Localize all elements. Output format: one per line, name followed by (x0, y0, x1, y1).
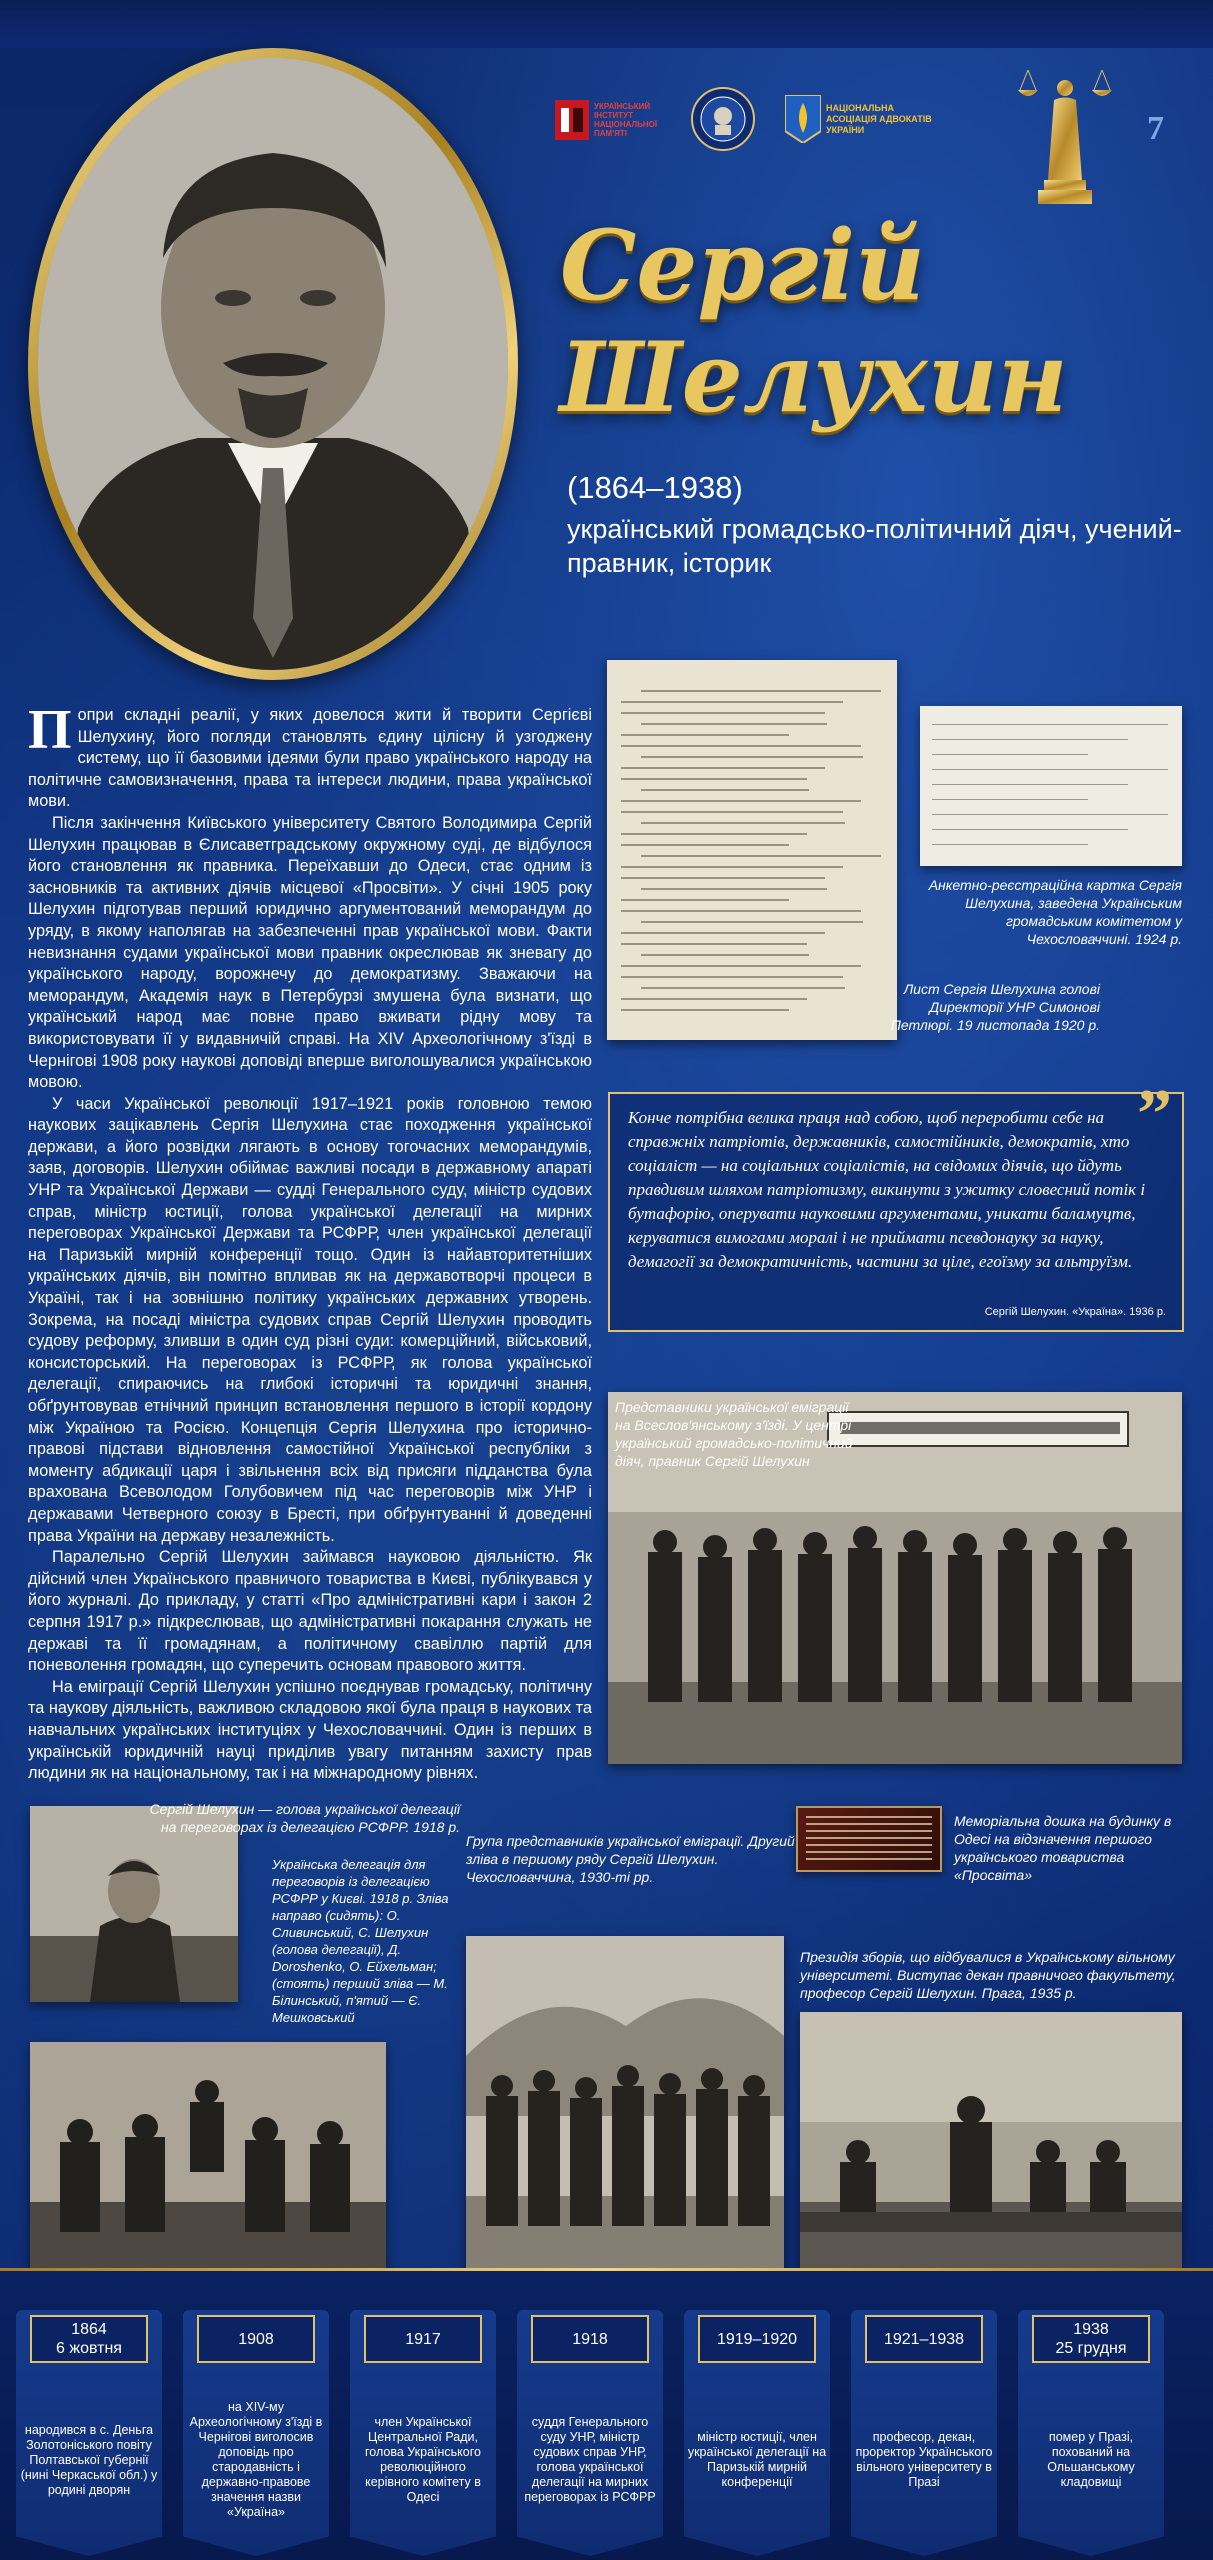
timeline-date (531, 2315, 649, 2363)
bar-association-logo (785, 95, 946, 143)
document-text-line (641, 822, 845, 824)
quote-text: Конче потрібна велика праця над собою, щоб переробити себе на справжніх патріотів, державників, самостійників, демократів, хто соціаліст — на соціальних соціалістів, на свідомих діячів, що йдуть правдивим шляхом патріотизму, викинути з ужитку словесний потік і бутафорію, оперувати науковими аргументами, уникати баламуцтв, керуватися вимогами моралі і не приймати псевдонауку за науку, демагогії за демократичність, частини за ціле, егоїзму за альтруїзм. (628, 1108, 1146, 1271)
plaque-inscription-line (806, 1830, 932, 1832)
delegation-group-photo (30, 2042, 386, 2270)
document-text-line (621, 899, 789, 901)
page-title (560, 210, 1200, 434)
quote-author: Сергій Шелухин. «Україна». 1936 р. (984, 1306, 1166, 1318)
plaque-inscription-line (806, 1844, 932, 1846)
biography-text (28, 699, 592, 1785)
timeline-text: професор, декан, проректор Українського вільного університету в Празі (855, 2430, 993, 2489)
document-text-line (641, 921, 863, 923)
uinp-mark-icon (555, 100, 589, 140)
emigration-group-caption: Група представників української еміграції. Другий зліва в першому ряду Сергій Шелухин. Чехословаччина, 1930-ті рр. (466, 1833, 795, 1885)
portrait-frame (28, 48, 518, 680)
bar-association-mark-icon (785, 95, 821, 143)
document-text-line (621, 1009, 789, 1011)
document-text-line (621, 811, 843, 813)
congress-caption: Представники української еміграції на Всеслов'янському з'їзді. У центрі український громадсько-політичний діяч, правник Сергій Шелухин (615, 1399, 853, 1469)
letter-caption: Лист Сергія Шелухина голові Директорії УНР Симонові Петлюрі. 19 листопада 1920 р. (890, 981, 1100, 1033)
document-text-line (621, 932, 825, 934)
timeline-text: міністр юстиції, член української делегації на Паризькій мирній конференції (687, 2430, 827, 2489)
timeline-text: член Української Центральної Ради, голова Українського революційного керівного комітету в Одесі (365, 2415, 481, 2504)
document-text-line (641, 954, 809, 956)
card-form-line (932, 814, 1168, 815)
timeline-text: суддя Генерального суду УНР, міністр судових справ УНР, голова української делегації на мирних переговорах із РСФРР (524, 2415, 656, 2504)
document-text-line (621, 767, 825, 769)
letter-document-image (607, 660, 897, 1040)
document-text-line (621, 745, 861, 747)
subtitle: український громадсько-політичний діяч, учений-правник, історик (567, 514, 1182, 578)
paragraph-1-text: опри складні реалії, у яких довелося жити й творити Сергієві Шелухину, його погляди становлять єдину цілісну й узгоджену систему, що її базовими ідеями були право українського народу на політичне самовизначення, права та інтереси людини, права української мови. (28, 706, 592, 811)
timeline-year: 1918 (572, 2330, 608, 2348)
timeline-day: 25 грудня (1055, 2340, 1127, 2357)
timeline-date (30, 2315, 148, 2363)
card-form-line (932, 799, 1088, 800)
timeline-text: на XIV-му Археологічному з'їзді в Чернігові виголосив доповідь про стародавність і державно-правове значення назви «Україна» (189, 2400, 323, 2519)
document-text-line (621, 866, 843, 868)
document-text-line (641, 756, 863, 758)
timeline-date (364, 2315, 482, 2363)
plaque-inscription-line (806, 1858, 932, 1860)
paragraph-5: На еміграції Сергій Шелухин успішно поєднував громадську, політичну та наукову діяльність, важливою складовою якої була праця в наукових та навчальних українських інституціях у Чехословаччині. Один із перших в українській юридичній науці приділив увагу питанням захисту прав людини як на національному, так і на міжнародному рівнях. (28, 1677, 592, 1783)
timeline-date (197, 2315, 315, 2363)
timeline-gold-line (0, 2268, 1213, 2271)
document-text-line (621, 844, 789, 846)
document-text-line (641, 690, 881, 692)
paragraph-1 (28, 699, 592, 813)
quote-box (608, 1076, 1184, 1332)
timeline-text: помер у Празі, похований на Ольшанському кладовищі (1047, 2430, 1135, 2489)
document-text-line (641, 723, 827, 725)
title-first-name: Сергій (560, 209, 925, 322)
delegation-group-caption: Українська делегація для переговорів із делегацією РСФРР у Києві. 1918 р. Зліва направо (сидять): О. Сливинський, С. Шелухин (голова делегації), Д. Doroshenko, О. Ейхельман; (стоять) перший зліва — М. Білинський, п'ятий — Є. Мешковський (272, 1857, 449, 2025)
timeline-year: 1938 (1073, 2321, 1109, 2338)
timeline-day: 6 жовтня (56, 2340, 122, 2357)
presidium-photo (800, 2012, 1182, 2270)
document-text-line (621, 734, 789, 736)
document-text-line (621, 778, 807, 780)
plaque-inscription-line (806, 1823, 932, 1825)
timeline-date (1032, 2315, 1150, 2363)
delegation-head-caption: Сергій Шелухин — голова української делегації на переговорах із делегацією РСФРР. 1918 р. (149, 1801, 460, 1835)
timeline-date (698, 2315, 816, 2363)
timeline-year: 1864 (71, 2321, 107, 2338)
document-text-line (621, 943, 807, 945)
paragraph-2: Після закінчення Київського університету Святого Володимира Сергій Шелухин працював в Єлисаветградському окружному суді, де відбулося його становлення як правника. Переїхавши до Одеси, стає одним із засновників та активних діячів місцевої «Просвіти». У січні 1905 року Шелухин підготував перший юридично аргументований меморандум до уряду, в якому наполягав на забезпеченні прав української мови. Факти невизнання судами української мови правник окреслював як зневагу до українського народу, ворожнечу до демократизму. Зважаючи на меморандум, Академія наук в Петербурзі змушена була визнати, що український народ має повне право вживати рідну мову та використовувати її у видавничій справі. На XIV Археологічному з'їзді в Чернігові 1908 року наукові доповіді вперше виголошувалися українською мовою. (28, 813, 592, 1092)
bar-association-text: НАЦІОНАЛЬНА АСОЦІАЦІЯ АДВОКАТІВ УКРАЇНИ (826, 102, 932, 135)
document-text-line (621, 833, 807, 835)
document-text-line (641, 888, 827, 890)
document-text-line (641, 789, 809, 791)
emblem-icon (690, 86, 756, 152)
uinp-logo-text: УКРАЇНСЬКИЙ ІНСТИТУТ НАЦІОНАЛЬНОЇ ПАМ'ЯТІ (594, 102, 658, 138)
plaque-inscription-line (806, 1851, 932, 1853)
card-caption: Анкетно-реєстраційна картка Сергія Шелухина, заведена Українським громадським комітетом у Чехословаччині. 1924 р. (928, 877, 1182, 947)
document-text-line (621, 976, 843, 978)
document-text-line (621, 800, 861, 802)
emigration-group-photo (466, 1936, 784, 2270)
card-form-line (932, 844, 1088, 845)
themis-statue-icon (1010, 40, 1120, 210)
document-text-line (641, 987, 845, 989)
timeline-year: 1921–1938 (883, 2330, 965, 2348)
card-form-line (932, 784, 1128, 785)
paragraph-3: У часи Української революції 1917–1921 років головною темою наукових зацікавлень Сергія Шелухина стає походження української держави, а його розвідки лягають в основу тогочасних меморандумів, заяв, договорів. Шелухин обіймає важливі посади в державному апараті УНР та Української Держави — судді Генерального суду, міністр судових справ, міністр юстиції, голова української делегації на мирних переговорах Української Держави та РСФРР, член української делегації на Паризькій мирній конференції тощо. Один із найавторитетніших українських діячів, він помітно впливав як на державотворчі процеси в Україні, так і на зовнішню політику українських державних утворень. Зокрема, на посаді міністра судових справ Сергій Шелухин проводить судову реформу, зливши в один суд різні суди: комерційний, військовий, консисторський. На переговорах із РСФРР, як голова української делегації, спираючись на глибокі історичні та юридичні знання, обґрунтовував етнічний принцип встановлення першого в історії кордону між Україною та Росією. Концепція Сергія Шелухина про історично-правові підстави відновлення самостійної Української республіки з моменту абдикації царя і звільнення всіх від присяги підданства була врахована Всеволодом Голубовичем під час переговорів між УНР і державами Четверного союзу в Бресті, при обґрунтуванні й доведенні права України на державу незалежність. (28, 1094, 592, 1545)
page-number: 7 (1147, 110, 1164, 147)
document-text-line (621, 701, 843, 703)
card-form-line (932, 829, 1128, 830)
quote-mark-icon: ” (1137, 1076, 1172, 1153)
document-text-line (621, 998, 807, 1000)
timeline-year: 1917 (405, 2330, 441, 2348)
dropcap: П (28, 699, 72, 761)
timeline-text: народився в с. Деньга Золотоніського повіту Полтавської губернії (нині Черкаської обл.) у родині дворян (20, 2422, 158, 2497)
card-form-line (932, 739, 1128, 740)
memorial-plaque-image (796, 1806, 942, 1872)
presidium-caption: Президія зборів, що відбувалися в Українському вільному університеті. Виступає декан правничого факультету, професор Сергій Шелухин. Прага, 1935 р. (800, 1949, 1176, 2001)
timeline-date (865, 2315, 983, 2363)
document-text-line (621, 712, 825, 714)
document-text-line (621, 877, 825, 879)
card-form-line (932, 769, 1168, 770)
plaque-caption: Меморіальна дошка на будинку в Одесі на відзначення першого українського товариства «Просвіта» (954, 1813, 1172, 1883)
card-form-line (932, 724, 1168, 725)
card-form-line (932, 754, 1088, 755)
timeline-year: 1908 (238, 2330, 274, 2348)
plaque-inscription-line (806, 1816, 932, 1818)
uinp-logo (555, 100, 664, 140)
timeline-year: 1919–1920 (716, 2330, 798, 2348)
document-text-line (621, 965, 861, 967)
title-last-name: Шелухин (560, 321, 1068, 434)
registration-card-image (920, 706, 1182, 866)
document-text-line (621, 910, 861, 912)
life-years: (1864–1938) (567, 470, 743, 505)
emblem-logo (690, 86, 756, 152)
document-text-line (641, 855, 881, 857)
portrait-photo (38, 58, 508, 670)
plaque-inscription-line (806, 1837, 932, 1839)
paragraph-4: Паралельно Сергій Шелухин займався науковою діяльністю. Як дійсний член Українського правничого товариства в Києві, публікувався у його журналі. До прикладу, у статті «Про адміністративні кари і закон 2 серпня 1917 р.» підкреслював, що адміністративні покарання служать не державі та її громадянам, а політичному свавіллю партій для поневолення громадян, що суперечить основам правового життя. (28, 1548, 592, 1675)
